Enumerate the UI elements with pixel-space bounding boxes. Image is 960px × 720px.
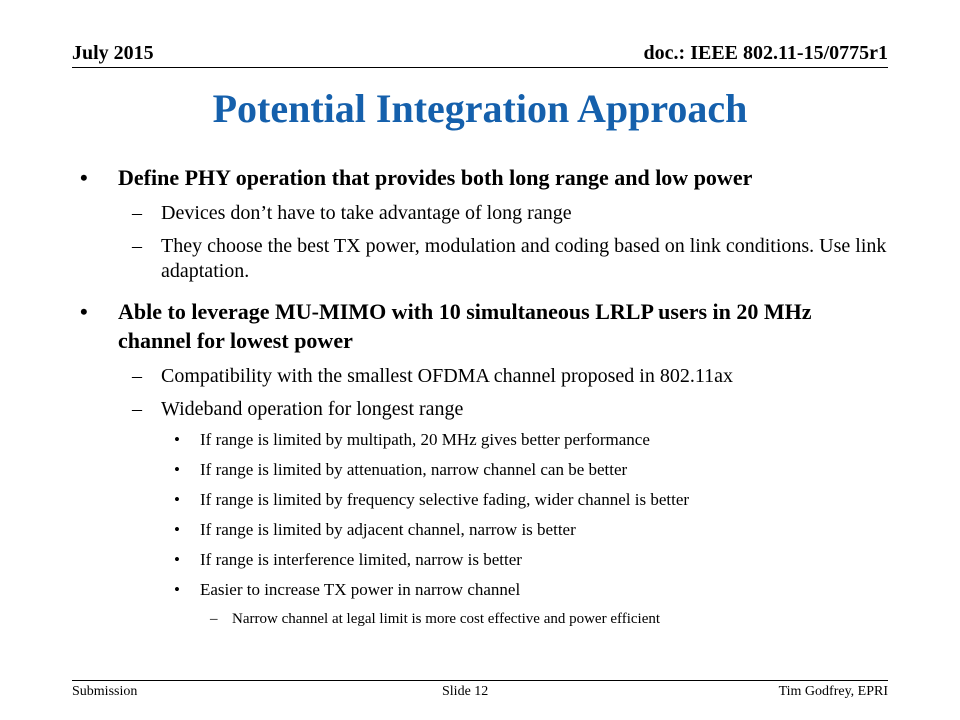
bullet-text: Able to leverage MU-MIMO with 10 simultaneous LRLP users in 20 MHz channel for lowest power bbox=[118, 299, 812, 353]
sub-bullet-wideband bbox=[72, 397, 888, 422]
sub-bullet-text: Devices don’t have to take advantage of long range bbox=[161, 202, 572, 224]
sub-bullet-devices bbox=[72, 201, 888, 226]
dash-icon: – bbox=[132, 202, 142, 224]
footer-slide-number: Slide 12 bbox=[442, 684, 489, 699]
bullet-icon: • bbox=[174, 490, 180, 509]
point-adjacent-channel bbox=[72, 520, 888, 540]
bullet-icon: • bbox=[174, 460, 180, 479]
footer-submission: Submission bbox=[72, 684, 138, 699]
bullet-icon: • bbox=[174, 430, 180, 449]
bullet-icon: • bbox=[174, 520, 180, 539]
bullet-icon: • bbox=[80, 165, 88, 190]
bullet-icon: • bbox=[174, 580, 180, 599]
point-text: If range is limited by adjacent channel, narrow is better bbox=[200, 520, 576, 539]
point-text: If range is limited by multipath, 20 MHz gives better performance bbox=[200, 430, 650, 449]
subpoint-text: Narrow channel at legal limit is more cost effective and power efficient bbox=[232, 611, 661, 627]
footer-author: Tim Godfrey, EPRI bbox=[778, 684, 888, 699]
sub-bullet-compatibility bbox=[72, 364, 888, 389]
header-date: July 2015 bbox=[72, 42, 154, 64]
point-text: If range is limited by attenuation, narrow channel can be better bbox=[200, 460, 628, 479]
point-text: If range is interference limited, narrow is better bbox=[200, 550, 522, 569]
sub-bullet-text: They choose the best TX power, modulation and coding based on link conditions. Use link adaptation. bbox=[161, 235, 887, 282]
point-selective-fading bbox=[72, 490, 888, 510]
point-multipath bbox=[72, 430, 888, 450]
dash-icon: – bbox=[132, 235, 142, 257]
header-doc-id: doc.: IEEE 802.11-15/0775r1 bbox=[643, 42, 888, 64]
dash-icon: – bbox=[132, 398, 142, 420]
subpoint-legal-limit bbox=[72, 610, 888, 629]
bullet-text: Define PHY operation that provides both long range and low power bbox=[118, 165, 753, 190]
dash-icon: – bbox=[132, 365, 142, 387]
dash-icon: – bbox=[210, 611, 218, 627]
slide-title: Potential Integration Approach bbox=[212, 86, 748, 131]
header-divider bbox=[72, 67, 888, 68]
bullet-icon: • bbox=[174, 550, 180, 569]
point-text: If range is limited by frequency selective fading, wider channel is better bbox=[200, 490, 690, 509]
sub-bullet-link-adaptation bbox=[72, 234, 888, 284]
slide-body bbox=[72, 163, 888, 629]
bullet-mu-mimo bbox=[72, 297, 888, 355]
sub-bullet-text: Wideband operation for longest range bbox=[161, 398, 464, 420]
bullet-icon: • bbox=[80, 299, 88, 324]
bullet-phy-operation bbox=[72, 163, 888, 192]
sub-bullet-text: Compatibility with the smallest OFDMA channel proposed in 802.11ax bbox=[161, 365, 733, 387]
footer-divider bbox=[72, 680, 888, 681]
point-tx-power bbox=[72, 580, 888, 600]
point-attenuation bbox=[72, 460, 888, 480]
point-interference bbox=[72, 550, 888, 570]
point-text: Easier to increase TX power in narrow channel bbox=[200, 580, 521, 599]
